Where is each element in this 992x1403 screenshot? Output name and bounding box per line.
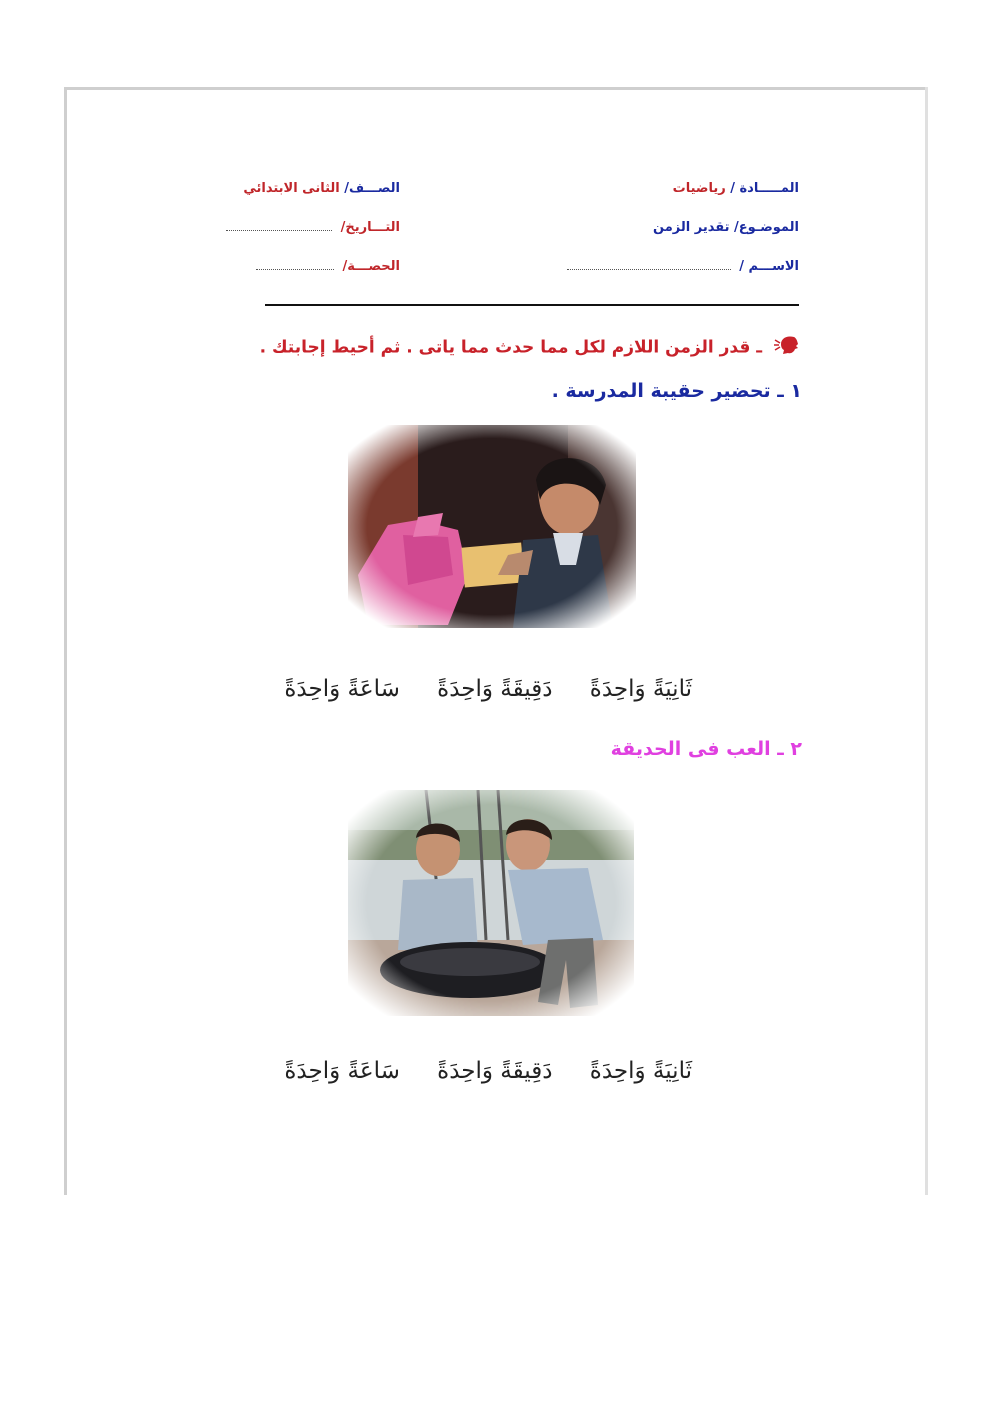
instruction-text: ـ قدر الزمن اللازم لكل مما حدث مما ياتى . ثم أحيط إجابتك .	[259, 337, 763, 358]
subject-row	[673, 181, 799, 196]
date-blank[interactable]	[226, 226, 332, 231]
boys-on-tire-swing-image	[348, 790, 634, 1016]
date-row	[226, 220, 400, 235]
subject-value: رياضيات	[672, 181, 726, 196]
option-one-minute[interactable]: دَقِيقَةً وَاحِدَةً	[437, 676, 553, 702]
period-blank[interactable]	[256, 265, 334, 270]
question-1-title: ١ ـ تحضير حقيبة المدرسة .	[551, 380, 802, 402]
girl-packing-school-bag-image	[348, 425, 636, 628]
name-blank[interactable]	[567, 265, 731, 270]
topic-label: الموضـوع/	[734, 220, 799, 235]
grade-value: الثانى الابتدائي	[243, 181, 340, 196]
period-label: الحصـــة/	[342, 259, 400, 274]
question-1-options	[254, 676, 692, 702]
grade-label: الصـــف/	[344, 181, 400, 196]
option-one-minute[interactable]: دَقِيقَةً وَاحِدَةً	[437, 1058, 553, 1084]
option-one-hour[interactable]: سَاعَةً وَاحِدَةً	[284, 1058, 400, 1084]
page-frame-right	[925, 87, 928, 1195]
question-2-title: ٢ ـ العب فى الحديقة	[610, 738, 802, 760]
option-one-second[interactable]: ثَانِيَةً وَاحِدَةً	[589, 1058, 692, 1084]
date-label: التـــاريخ/	[340, 220, 400, 235]
name-label: الاســـم /	[739, 259, 799, 274]
page-frame-top	[64, 87, 928, 90]
topic-row	[653, 220, 799, 235]
instruction	[260, 334, 802, 361]
name-row	[567, 259, 799, 274]
grade-row	[243, 181, 400, 196]
subject-label: المـــــادة /	[730, 181, 799, 196]
option-one-second[interactable]: ثَانِيَةً وَاحِدَةً	[589, 676, 692, 702]
period-row	[256, 259, 400, 274]
question-2-options	[254, 1058, 692, 1084]
header-divider	[265, 304, 799, 306]
page-frame-left	[64, 87, 67, 1195]
speaking-head-icon	[772, 334, 802, 361]
option-one-hour[interactable]: سَاعَةً وَاحِدَةً	[284, 676, 400, 702]
topic-value: تقدير الزمن	[653, 220, 730, 235]
